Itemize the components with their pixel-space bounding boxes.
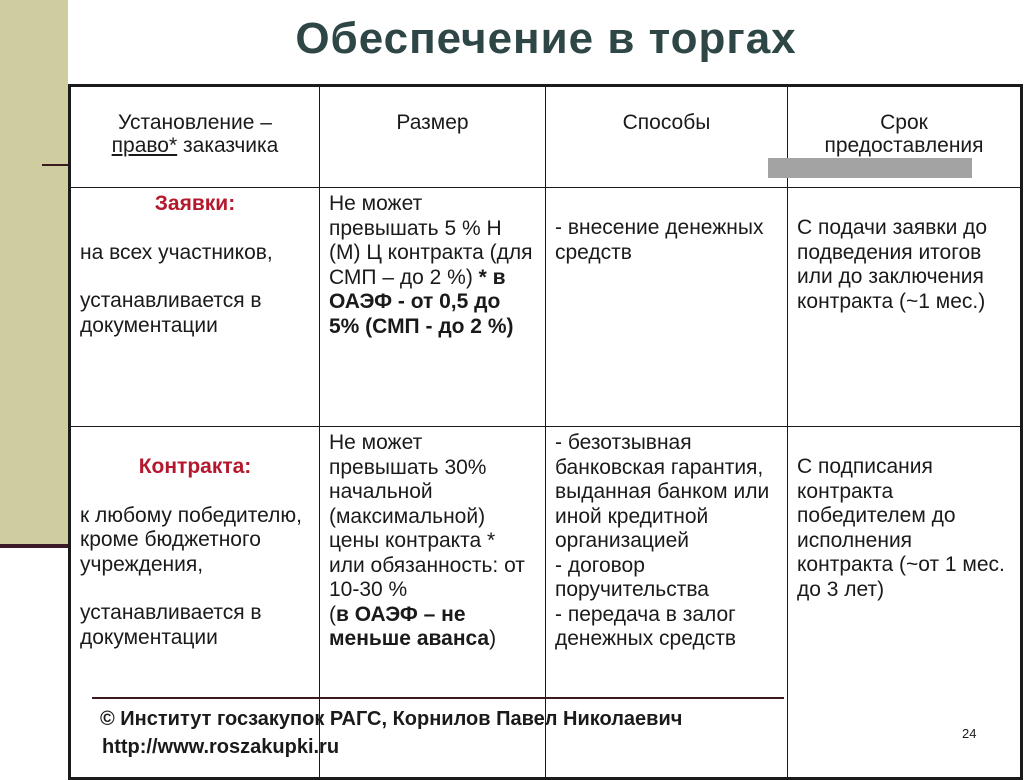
table-row [70,188,1022,427]
cell-application-establishment: Заявки: на всех участников, устанавливается в документации [70,188,320,427]
header-size: Размер [320,86,546,188]
header-term: Срок предоставления [788,86,1022,188]
footer-copyright: © Институт госзакупок РАГС, Корнилов Павел Николаевич [100,708,683,730]
contract-title: Контракта: [138,455,252,478]
cell-application-term: С подачи заявки до подведения итогов или до заключения контракта (~1 мес.) [788,188,1022,427]
cell-application-methods: - внесение денежных средств [546,188,788,427]
slide-title: Обеспечение в торгах [295,14,797,63]
decorative-line [42,164,70,166]
application-title: Заявки: [154,192,236,215]
cell-contract-methods: - безотзывная банковская гарантия, выданная банком или иной кредитной организацией - договор поручительства - передача в залог денежных средств [546,427,788,779]
header-establishment: Установление – право* заказчика [70,86,320,188]
cell-contract-term: С подписания контракта победителем до исполнения контракта (~от 1 мес. до 3 лет) [788,427,1022,779]
cell-contract-size: Не может превышать 30% начальной (максимальной) цены контракта * или обязанность: от 10-30 % (в ОАЭФ – не меньше аванса) [320,427,546,779]
right-link: право* [111,134,178,157]
security-table [68,84,1023,780]
decorative-side-band [0,0,68,548]
cell-application-size: Не может превышать 5 % Н (М) Ц контракта (для СМП – до 2 %) * в ОАЭФ - от 0,5 до 5% (СМП - до 2 %) [320,188,546,427]
footer-divider [92,697,784,699]
footer-url[interactable]: http://www.roszakupki.ru [102,736,340,758]
decorative-line [0,544,68,548]
header-methods: Способы [546,86,788,188]
page-number: 24 [962,726,977,741]
cell-contract-establishment: Контракта: к любому победителю, кроме бюджетного учреждения, устанавливается в документации [70,427,320,779]
decorative-bar [768,158,972,178]
